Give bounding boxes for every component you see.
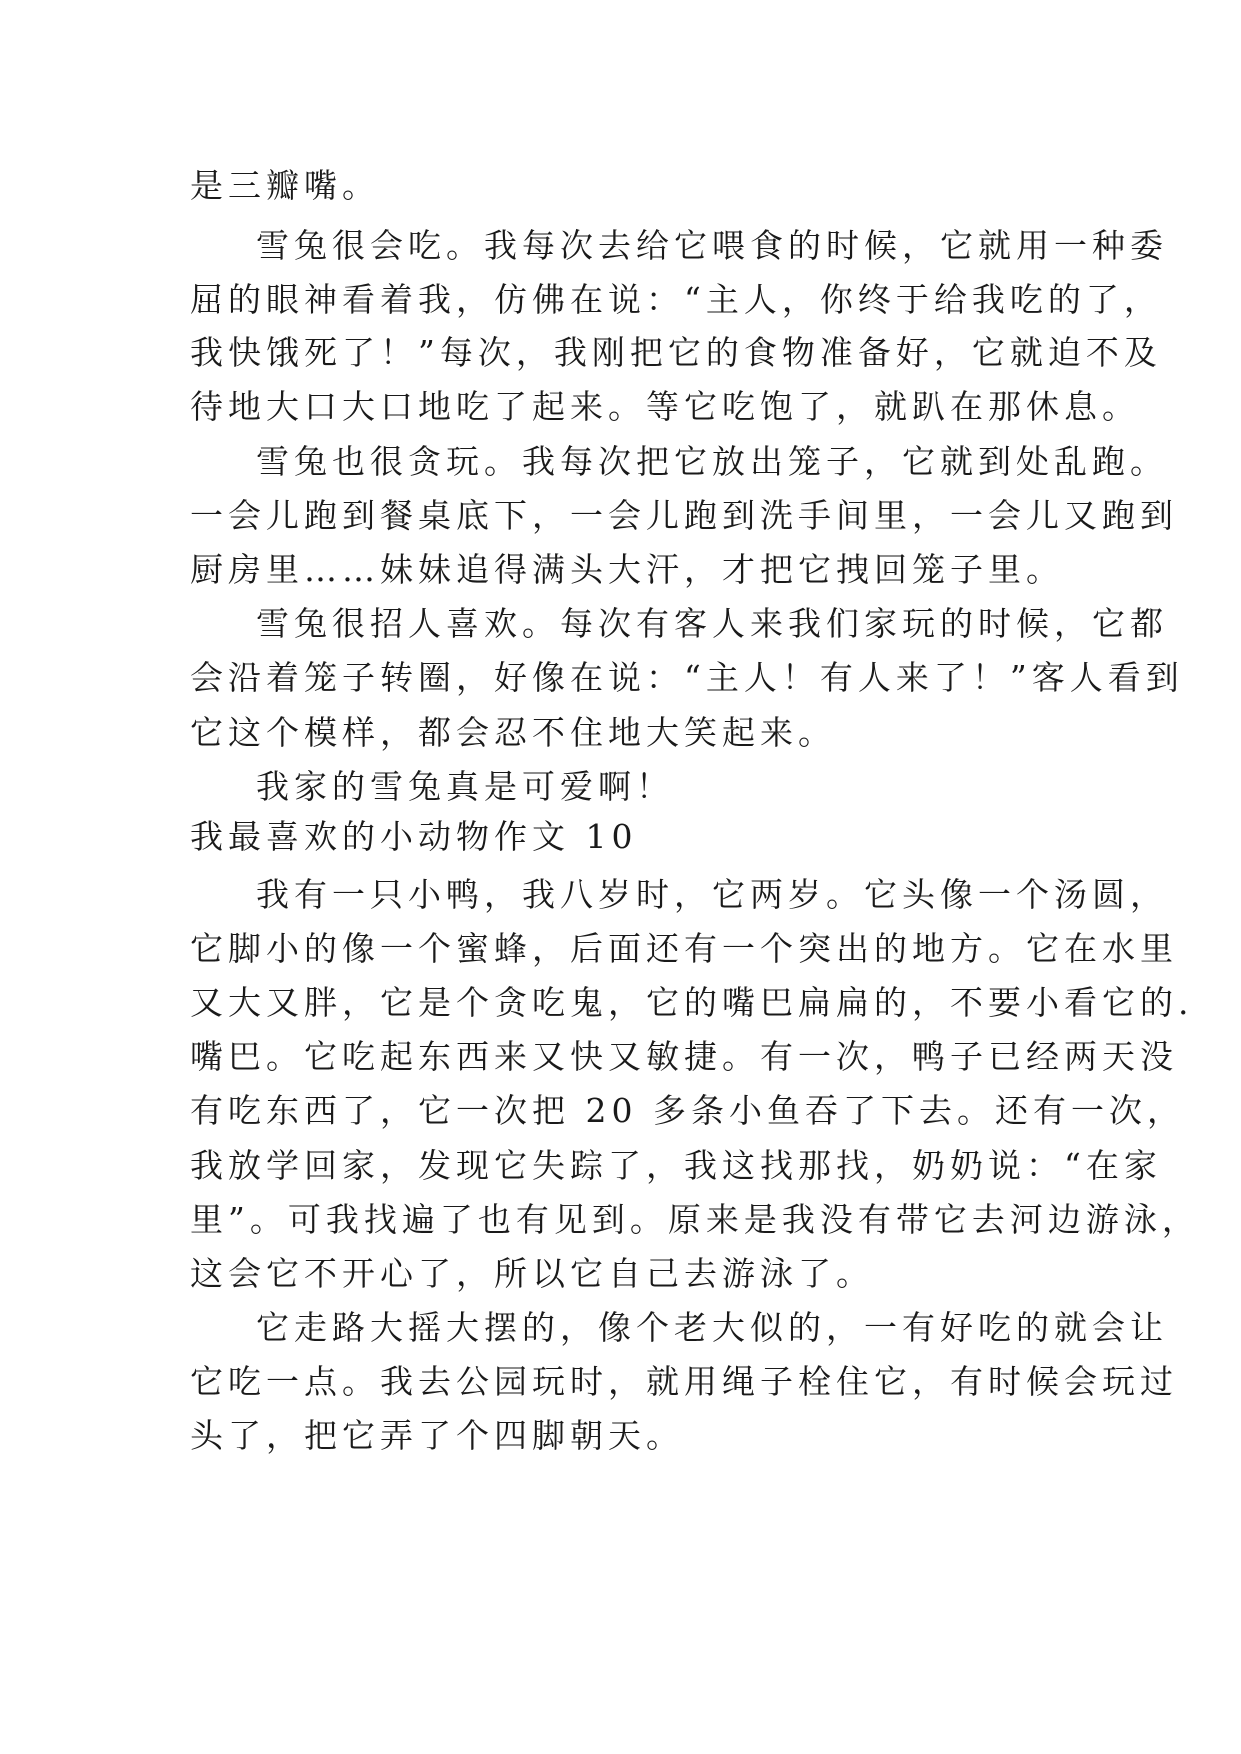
text-line: 一会儿跑到餐桌底下，一会儿跑到洗手间里，一会儿又跑到 xyxy=(190,496,1178,535)
text-line: 它脚小的像一个蜜蜂，后面还有一个突出的地方。它在水里 xyxy=(190,929,1178,968)
text-line: 它这个模样，都会忍不住地大笑起来。 xyxy=(190,713,836,752)
paragraph-line: 我有一只小鸭，我八岁时，它两岁。它头像一个汤圆， xyxy=(256,875,1168,914)
text-line: 头了，把它弄了个四脚朝天。 xyxy=(190,1416,684,1455)
section-title: 我最喜欢的小动物作文 10 xyxy=(190,817,638,856)
text-line: 这会它不开心了，所以它自己去游泳了。 xyxy=(190,1254,874,1293)
paragraph-line: 雪兔也很贪玩。我每次把它放出笼子，它就到处乱跑。 xyxy=(256,442,1168,481)
text-line: 会沿着笼子转圈，好像在说：“主人！有人来了！”客人看到 xyxy=(190,658,1184,697)
text-line: 又大又胖，它是个贪吃鬼，它的嘴巴扁扁的，不要小看它的. xyxy=(190,983,1194,1022)
text-line: 嘴巴。它吃起东西来又快又敏捷。有一次，鸭子已经两天没 xyxy=(190,1037,1178,1076)
paragraph-line: 雪兔很会吃。我每次去给它喂食的时候，它就用一种委 xyxy=(256,226,1168,265)
text-line: 有吃东西了，它一次把 20 多条小鱼吞了下去。还有一次， xyxy=(190,1091,1185,1130)
text-line: 待地大口大口地吃了起来。等它吃饱了，就趴在那休息。 xyxy=(190,387,1140,426)
text-line: 屈的眼神看着我，仿佛在说：“主人，你终于给我吃的了， xyxy=(190,280,1162,319)
text-line: 它吃一点。我去公园玩时，就用绳子栓住它，有时候会玩过 xyxy=(190,1362,1178,1401)
paragraph-line: 它走路大摇大摆的，像个老大似的，一有好吃的就会让 xyxy=(256,1308,1168,1347)
text-line: 我快饿死了！”每次，我刚把它的食物准备好，它就迫不及 xyxy=(190,333,1162,372)
paragraph-line: 我家的雪兔真是可爱啊！ xyxy=(256,767,674,806)
text-line: 厨房里……妹妹追得满头大汗，才把它拽回笼子里。 xyxy=(190,550,1064,589)
paragraph-line: 雪兔很招人喜欢。每次有客人来我们家玩的时候，它都 xyxy=(256,604,1168,643)
text-line: 是三瓣嘴。 xyxy=(190,166,380,205)
text-line: 里”。可我找遍了也有见到。原来是我没有带它去河边游泳， xyxy=(190,1200,1200,1239)
text-line: 我放学回家，发现它失踪了，我这找那找，奶奶说：“在家 xyxy=(190,1146,1162,1185)
